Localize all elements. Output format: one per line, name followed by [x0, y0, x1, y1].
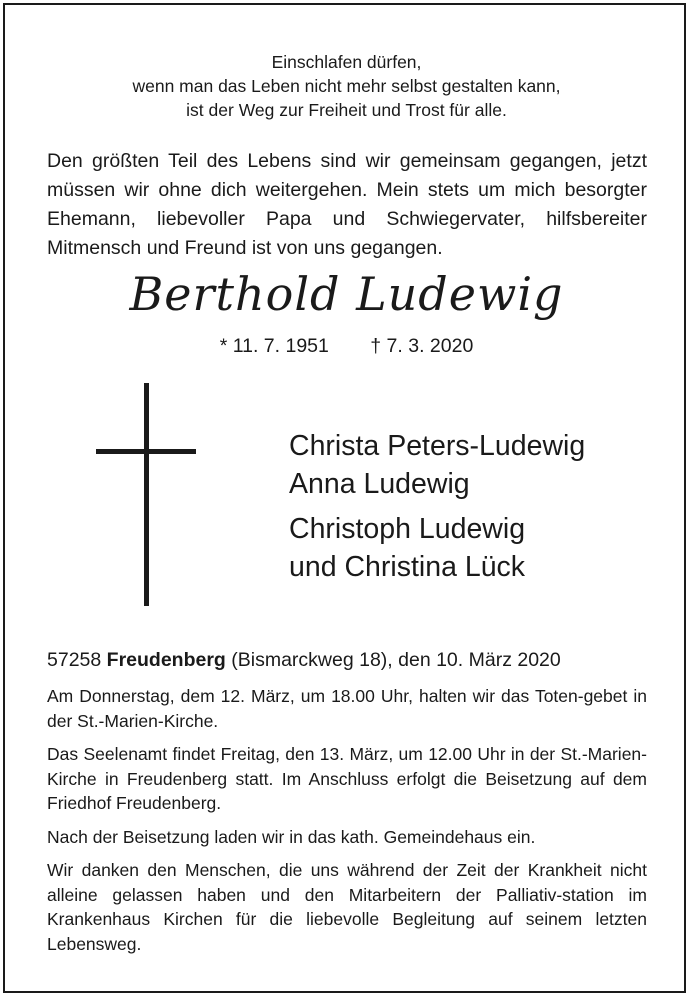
- mourner-name: Anna Ludewig: [289, 468, 470, 500]
- address-date: (Bismarckweg 18), den 10. März 2020: [231, 649, 561, 671]
- deceased-name: Berthold Ludewig: [129, 267, 564, 321]
- death-date: † 7. 3. 2020: [370, 335, 474, 357]
- mourner-name: Christoph Ludewig: [289, 513, 526, 545]
- gathering-paragraph: Nach der Beisetzung laden wir in das kath. Gemeindehaus ein.: [47, 826, 536, 847]
- cross-horizontal-bar: [96, 449, 196, 454]
- motto-line: Einschlafen dürfen,: [271, 52, 422, 72]
- service-details: [47, 684, 647, 965]
- life-dates: [0, 333, 693, 359]
- intro-text: Den größten Teil des Lebens sind wir gemeinsam gegangen, jetzt müssen wir ohne dich weitergehen. Mein stets um mich besorgter Ehemann, liebevoller Papa und Schwiegervater, hilfsbereiter Mitmensch und Freund ist von uns gegangen.: [47, 150, 647, 259]
- requiem-paragraph: Das Seelenamt findet Freitag, den 13. März, um 12.00 Uhr in der St.-Marien-Kirche in Freudenberg statt. Im Anschluss erfolgt die Beisetzung auf dem Friedhof Freudenberg.: [47, 744, 647, 813]
- cross-vertical-bar: [144, 383, 149, 606]
- mourner-name: Christa Peters-Ludewig: [289, 430, 586, 462]
- birth-date: * 11. 7. 1951: [219, 335, 329, 357]
- mourner-name: und Christina Lück: [289, 551, 526, 583]
- prayer-paragraph: Am Donnerstag, dem 12. März, um 18.00 Uhr, halten wir das Toten-gebet in der St.-Marien-Kirche.: [47, 686, 647, 731]
- motto-quote: [0, 50, 693, 122]
- place-date-line: [47, 647, 657, 674]
- thanks-paragraph: Wir danken den Menschen, die uns während der Zeit der Krankheit nicht alleine gelassen haben und den Mitarbeitern der Palliativ-station im Krankenhaus Kirchen für die liebevolle Begleitung auf seinem letzten Lebensweg.: [47, 860, 647, 954]
- motto-line: wenn man das Leben nicht mehr selbst gestalten kann,: [132, 76, 561, 96]
- motto-line: ist der Weg zur Freiheit und Trost für alle.: [186, 100, 507, 120]
- postcode: 57258: [47, 649, 102, 671]
- mourners-list: [289, 427, 679, 586]
- city-name: Freudenberg: [106, 649, 226, 671]
